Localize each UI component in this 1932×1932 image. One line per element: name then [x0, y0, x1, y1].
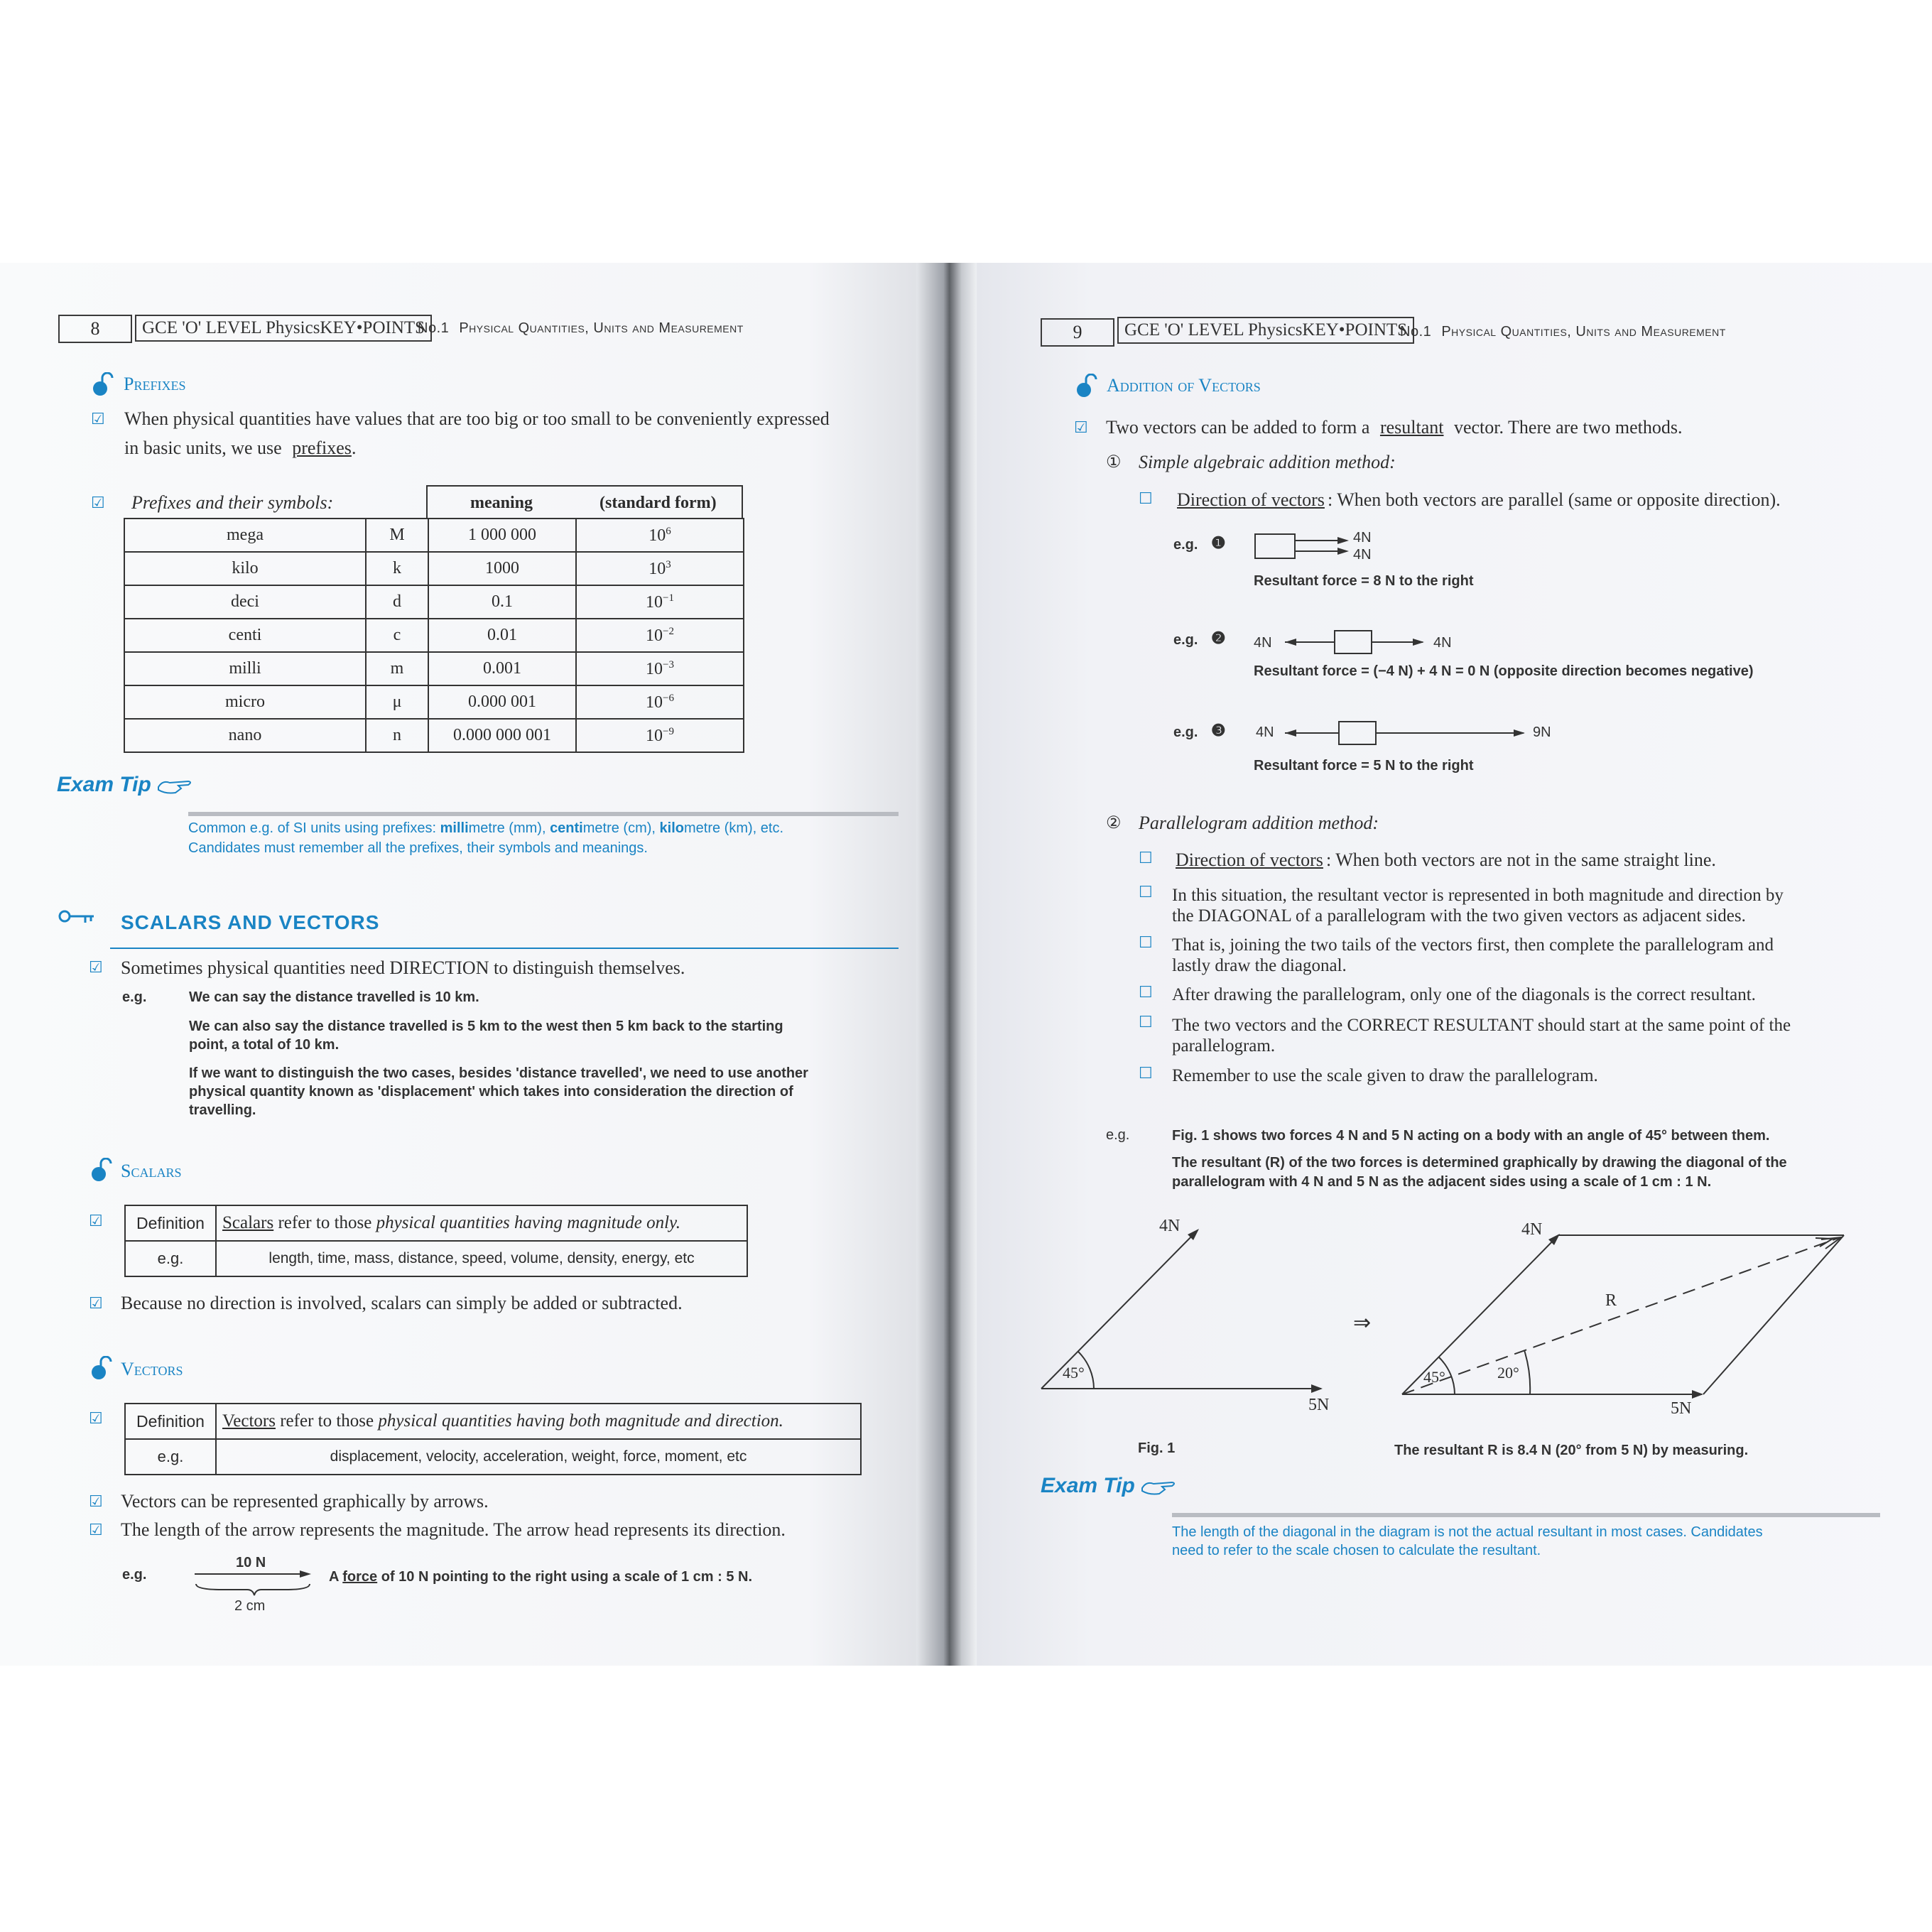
power-exponent: −1	[663, 592, 674, 604]
prefix-meaning: 0.001	[428, 652, 576, 685]
sv-eg-label: e.g.	[122, 989, 147, 1005]
table-row	[124, 585, 744, 619]
square-bullet-icon: ☐	[1139, 850, 1153, 867]
sv-eg2-line1: We can also say the distance travelled is 5 km to the west then 5 km back to the starting	[189, 1019, 783, 1034]
method1-direction	[1177, 489, 1781, 511]
table-row	[124, 619, 744, 652]
method2-point5-line2: parallelogram.	[1172, 1036, 1276, 1055]
tip-text: metre (km), etc.	[683, 820, 783, 836]
unlock-icon	[91, 1158, 112, 1182]
chapter-number: No.1	[418, 320, 450, 336]
eg2-right-label: 4N	[1433, 635, 1452, 651]
checkbox-icon: ☑	[91, 494, 105, 512]
prefix-standard-form	[576, 552, 744, 585]
sv-eg2-line2: point, a total of 10 km.	[189, 1037, 340, 1053]
intro-text: in basic units, we use	[124, 438, 282, 458]
method1-title: Simple algebraic addition method:	[1139, 452, 1396, 472]
eg2-result: Resultant force = (−4 N) + 4 N = 0 N (opposite direction becomes negative)	[1254, 663, 1754, 679]
eg3-number: ❸	[1211, 721, 1226, 739]
method2-point5-line1: The two vectors and the CORRECT RESULTANT should start at the same point of the	[1172, 1016, 1791, 1035]
fig2-r-label: R	[1605, 1291, 1617, 1310]
method2-point3-line2: lastly draw the diagonal.	[1172, 956, 1347, 975]
power-exponent: −6	[663, 692, 674, 704]
intro-text: Two vectors can be added to form a	[1106, 417, 1370, 438]
page-number: 9	[1041, 318, 1114, 347]
tip-bold: milli	[440, 820, 469, 836]
exam-tip-line2: Candidates must remember all the prefixes, their symbols and meanings.	[188, 840, 648, 856]
unlock-icon	[92, 372, 114, 396]
power-exponent: 6	[666, 525, 671, 537]
vectors-point2: The length of the arrow represents the magnitude. The arrow head represents its direction.	[121, 1519, 786, 1540]
col-meaning: meaning	[470, 494, 533, 512]
square-bullet-icon: ☐	[1139, 884, 1153, 901]
def-term: Vectors	[222, 1411, 276, 1431]
eg2-number: ❷	[1211, 629, 1226, 647]
eg3-diagram	[1282, 719, 1534, 747]
def-italic: physical quantities having magnitude only.	[376, 1213, 681, 1232]
caption-text: A	[329, 1569, 343, 1585]
prefix-symbol: n	[366, 719, 428, 752]
fig-caption: Fig. 1	[1138, 1440, 1176, 1456]
prefix-meaning: 1000	[428, 552, 576, 585]
direction-text: : When both vectors are not in the same straight line.	[1325, 850, 1716, 870]
eg1-label: e.g.	[1173, 537, 1198, 553]
square-bullet-icon: ☐	[1139, 1065, 1153, 1082]
def-text: refer to those	[273, 1213, 376, 1232]
vectors-definition-table	[124, 1403, 862, 1475]
book-title: GCE 'O' LEVEL PhysicsKEY•POINTS	[135, 315, 432, 342]
eg3-right-label: 9N	[1533, 724, 1551, 740]
checkbox-icon: ☑	[89, 1521, 103, 1539]
scalars-definition-table	[124, 1205, 748, 1277]
prefix-table-header	[426, 485, 743, 519]
intro-text: vector. There are two methods.	[1453, 417, 1683, 438]
prefix-symbol: c	[366, 619, 428, 652]
prefix-symbol: m	[366, 652, 428, 685]
sv-eg1: We can say the distance travelled is 10 km.	[189, 989, 479, 1005]
sv-eg3-line2: physical quantity known as 'displacement' which takes into consideration the direction of	[189, 1084, 793, 1100]
exam-tip-label	[57, 773, 194, 797]
scalars-heading: Scalars	[121, 1161, 182, 1181]
unlock-icon	[1076, 374, 1097, 398]
sv-eg3-line3: travelling.	[189, 1102, 256, 1118]
heading-rule	[110, 948, 899, 949]
fig-eg-label: e.g.	[1106, 1127, 1130, 1143]
key-icon	[58, 909, 95, 926]
arrow-caption	[329, 1569, 752, 1585]
pointing-hand-icon	[157, 776, 194, 796]
scalars-note: Because no direction is involved, scalars can simply be added or subtracted.	[121, 1293, 683, 1313]
eg-label: e.g.	[125, 1241, 216, 1276]
power-exponent: −3	[663, 658, 674, 671]
implies-arrow: ⇒	[1353, 1310, 1372, 1335]
eg3-left-label: 4N	[1256, 724, 1274, 740]
prefix-symbol: μ	[366, 685, 428, 719]
prefix-meaning: 0.01	[428, 619, 576, 652]
checkbox-icon: ☑	[89, 1295, 103, 1313]
power-base: 10	[646, 726, 663, 745]
vectors-examples: displacement, velocity, acceleration, weight, force, moment, etc	[216, 1439, 861, 1475]
prefix-standard-form	[576, 685, 744, 719]
prefix-name: deci	[124, 585, 366, 619]
prefix-table-caption: Prefixes and their symbols:	[131, 492, 334, 513]
eg1-result: Resultant force = 8 N to the right	[1254, 573, 1474, 589]
fig-text-line2: The resultant (R) of the two forces is determined graphically by drawing the diagonal of the	[1172, 1155, 1787, 1171]
direction-term: Direction of vectors	[1176, 850, 1323, 870]
method2-title: Parallelogram addition method:	[1139, 813, 1379, 833]
def-italic: physical quantities having both magnitude and direction.	[378, 1411, 783, 1431]
eg3-result: Resultant force = 5 N to the right	[1254, 758, 1474, 774]
square-bullet-icon: ☐	[1139, 490, 1153, 508]
prefix-name: milli	[124, 652, 366, 685]
prefix-standard-form	[576, 519, 744, 552]
power-base: 10	[648, 526, 666, 545]
square-bullet-icon: ☐	[1139, 1014, 1153, 1031]
pointing-hand-icon	[1141, 1477, 1178, 1497]
power-base: 10	[646, 659, 663, 678]
checkbox-icon: ☑	[91, 411, 105, 428]
prefix-symbol: d	[366, 585, 428, 619]
method2-direction	[1176, 850, 1716, 871]
vectors-definition	[216, 1404, 861, 1439]
addition-heading: Addition of Vectors	[1107, 375, 1261, 396]
resultant-term: resultant	[1379, 417, 1444, 438]
book-title: GCE 'O' LEVEL PhysicsKEY•POINTS	[1117, 317, 1414, 344]
eg1-bottom-label: 4N	[1353, 547, 1372, 563]
power-exponent: 3	[666, 558, 671, 570]
fig-text-line1: Fig. 1 shows two forces 4 N and 5 N acting on a body with an angle of 45° between them.	[1172, 1128, 1770, 1144]
prefix-name: nano	[124, 719, 366, 752]
eg3-label: e.g.	[1173, 724, 1198, 740]
chapter-title: Physical Quantities, Units and Measurement	[459, 320, 744, 336]
fig2-5n-label: 5N	[1671, 1399, 1692, 1418]
prefix-meaning: 0.000 000 001	[428, 719, 576, 752]
arrow-eg-label: e.g.	[122, 1567, 147, 1583]
prefix-standard-form	[576, 652, 744, 685]
prefix-standard-form	[576, 619, 744, 652]
method2-number: ②	[1106, 814, 1122, 832]
eg2-label: e.g.	[1173, 632, 1198, 648]
caption-text: of 10 N pointing to the right using a scale of 1 cm : 5 N.	[377, 1569, 753, 1585]
prefix-symbol: k	[366, 552, 428, 585]
chapter-number: No.1	[1400, 324, 1432, 340]
arrow-label-top: 10 N	[236, 1555, 266, 1570]
exam-tip-line2: need to refer to the scale chosen to calculate the resultant.	[1172, 1543, 1541, 1558]
prefix-standard-form	[576, 719, 744, 752]
power-exponent: −2	[663, 625, 674, 637]
sv-intro: Sometimes physical quantities need DIRECTION to distinguish themselves.	[121, 957, 685, 978]
tip-bold: centi	[550, 820, 583, 836]
table-row	[124, 685, 744, 719]
def-label: Definition	[125, 1404, 216, 1439]
exam-tip-label	[1041, 1474, 1178, 1498]
checkbox-icon: ☑	[89, 1212, 103, 1230]
method2-point3-line1: That is, joining the two tails of the vectors first, then complete the parallelogram and	[1172, 935, 1774, 955]
method1-number: ①	[1106, 453, 1122, 472]
square-bullet-icon: ☐	[1139, 984, 1153, 1002]
exam-tip-rule	[1172, 1513, 1880, 1517]
table-row	[124, 519, 744, 552]
prefix-meaning: 0.000 001	[428, 685, 576, 719]
prefix-standard-form	[576, 585, 744, 619]
method2-point6: Remember to use the scale given to draw the parallelogram.	[1172, 1066, 1598, 1085]
fig1-5n-label: 5N	[1308, 1396, 1330, 1414]
caption-term: force	[342, 1569, 378, 1585]
fig1-angle-label: 45°	[1063, 1364, 1085, 1382]
prefix-name: mega	[124, 519, 366, 552]
power-exponent: −9	[663, 725, 674, 737]
book-gutter	[916, 263, 977, 1666]
tip-text: Common e.g. of SI units using prefixes:	[188, 820, 440, 836]
exam-tip-text: Exam Tip	[1041, 1474, 1135, 1497]
prefix-name: micro	[124, 685, 366, 719]
def-text: refer to those	[275, 1411, 379, 1431]
table-row	[124, 652, 744, 685]
direction-term: Direction of vectors	[1177, 489, 1325, 510]
sv-eg3-line1: If we want to distinguish the two cases, besides 'distance travelled', we need to use another	[189, 1065, 808, 1081]
eg1-number: ❶	[1211, 533, 1226, 552]
scalars-definition	[216, 1205, 747, 1241]
prefix-meaning: 0.1	[428, 585, 576, 619]
checkbox-icon: ☑	[89, 1410, 103, 1428]
tip-text: metre (mm),	[468, 820, 550, 836]
eg2-left-label: 4N	[1254, 635, 1272, 651]
scalars-vectors-heading: SCALARS AND VECTORS	[121, 911, 380, 933]
method2-point2-line1: In this situation, the resultant vector is represented in both magnitude and direction by	[1172, 886, 1784, 905]
vectors-point1: Vectors can be represented graphically by arrows.	[121, 1491, 489, 1512]
power-base: 10	[646, 693, 663, 712]
unlock-icon	[91, 1356, 112, 1380]
scalars-examples: length, time, mass, distance, speed, volume, density, energy, etc	[216, 1241, 747, 1276]
method2-point2-line2: the DIAGONAL of a parallelogram with the two given vectors as adjacent sides.	[1172, 906, 1746, 926]
prefix-table	[124, 518, 744, 753]
page-number: 8	[58, 315, 132, 343]
method2-point4: After drawing the parallelogram, only one of the diagonals is the correct resultant.	[1172, 985, 1756, 1004]
prefix-name: kilo	[124, 552, 366, 585]
prefix-name: centi	[124, 619, 366, 652]
exam-tip-rule	[188, 812, 899, 816]
power-base: 10	[646, 626, 663, 645]
power-base: 10	[648, 559, 666, 578]
direction-text: : When both vectors are parallel (same or opposite direction).	[1327, 489, 1781, 510]
chapter-label	[418, 320, 744, 337]
fig2-angle20: 20°	[1497, 1364, 1519, 1382]
eg1-top-label: 4N	[1353, 530, 1372, 546]
fig1-4n-label: 4N	[1159, 1217, 1181, 1235]
checkbox-icon: ☑	[89, 1493, 103, 1511]
tip-bold: kilo	[659, 820, 684, 836]
col-standard-form: (standard form)	[599, 494, 717, 512]
fig2-angle45: 45°	[1423, 1368, 1445, 1386]
checkbox-icon: ☑	[89, 959, 103, 977]
chapter-title: Physical Quantities, Units and Measurement	[1441, 324, 1726, 340]
fig2-caption: The resultant R is 8.4 N (20° from 5 N) by measuring.	[1394, 1443, 1749, 1458]
vectors-heading: Vectors	[121, 1359, 183, 1379]
def-label: Definition	[125, 1205, 216, 1241]
def-term: Scalars	[222, 1213, 274, 1232]
fig-text-line3: parallelogram with 4 N and 5 N as the adjacent sides using a scale of 1 cm : 1 N.	[1172, 1174, 1712, 1190]
prefixes-heading: Prefixes	[124, 374, 186, 394]
chapter-label	[1400, 324, 1726, 340]
table-row	[124, 552, 744, 585]
exam-tip-text: Exam Tip	[57, 773, 151, 796]
prefix-symbol: M	[366, 519, 428, 552]
checkbox-icon: ☑	[1074, 419, 1088, 437]
addition-intro	[1106, 417, 1683, 438]
eg2-diagram	[1282, 628, 1431, 656]
exam-tip-line1: The length of the diagonal in the diagram is not the actual resultant in most cases. Candidates	[1172, 1524, 1763, 1540]
prefixes-intro-line2: in basic units, we use prefixes.	[124, 438, 357, 458]
power-base: 10	[646, 592, 663, 612]
prefixes-term: prefixes	[292, 438, 352, 458]
tip-text: metre (cm),	[582, 820, 660, 836]
fig1-parallelogram-diagram	[1396, 1225, 1855, 1403]
table-row	[124, 719, 744, 752]
eg-label: e.g.	[125, 1439, 216, 1475]
exam-tip-line1	[188, 820, 783, 837]
arrow-label-bottom: 2 cm	[234, 1598, 266, 1614]
square-bullet-icon: ☐	[1139, 934, 1153, 952]
prefixes-intro-line1: When physical quantities have values that are too big or too small to be conveniently expressed	[124, 408, 830, 429]
prefix-meaning: 1 000 000	[428, 519, 576, 552]
fig2-4n-label: 4N	[1521, 1220, 1543, 1239]
